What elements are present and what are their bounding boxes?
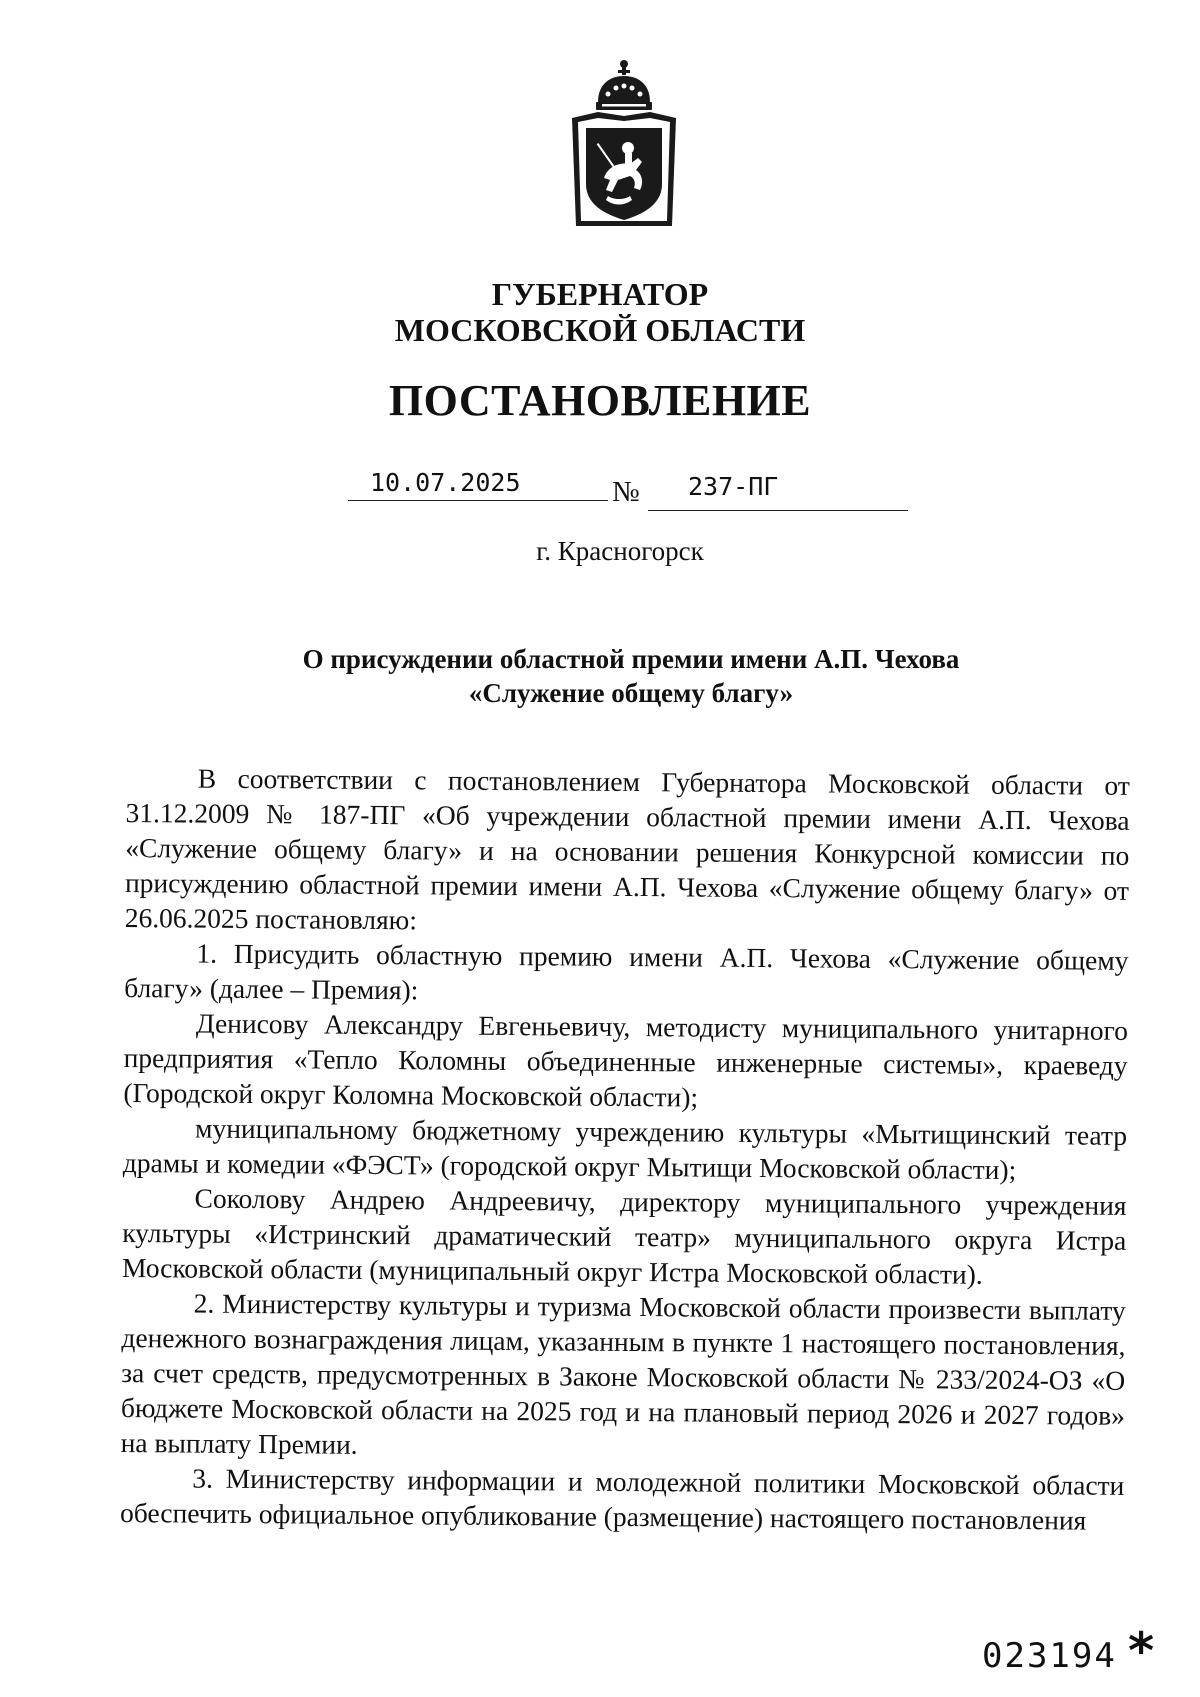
number-underline <box>648 510 908 511</box>
document-city: г. Красногорск <box>536 536 704 566</box>
document-body <box>120 760 1130 1538</box>
document-type: ПОСТАНОВЛЕНИЕ <box>388 376 812 425</box>
body-paragraph: 2. Министерству культуры и туризма Московской области произвести выплату денежного вознаграждения лицам, указанным в пункте 1 настоящего постановления, за счет средств, предусмотренных в Законе Московской области № 233/2024-ОЗ «О бюджете Московской области на 2025 год и на плановый период 2026 и 2027 годов» на выплату Премии. <box>120 1287 1126 1460</box>
serial-number: 023194 <box>982 1636 1117 1676</box>
body-paragraph: 3. Министерству информации и молодежной политики Московской области обеспечить официальное опубликование (размещение) настоящего постановления <box>119 1462 1125 1536</box>
body-paragraph: В соответствии с постановлением Губернатора Московской области от 31.12.2009 № 187-ПГ «Об учреждении областной премии имени А.П. Чехова «Служение общему благу» и на основании решения Конкурсной комиссии по присуждению областной премии имени А.П. Чехова «Служение общему благу» от 26.06.2025 постановляю: <box>124 762 1130 936</box>
body-paragraph: 1. Присудить областную премию имени А.П. Чехова «Служение общему благу» (далее – Премия): <box>124 937 1129 1006</box>
body-paragraph: Денисову Александру Евгеньевичу, методисту муниципального унитарного предприятия «Тепло Коломны объединенные инженерные системы», краеведу (Городской округ Коломна Московской области); <box>123 1007 1129 1113</box>
document-title-line-2: «Служение общему благу» <box>468 678 794 708</box>
issuer-title: ГУБЕРНАТОР <box>491 276 709 312</box>
issuer-region: МОСКОВСКОЙ ОБЛАСТИ <box>394 312 806 348</box>
star-mark: * <box>1128 1622 1155 1680</box>
body-paragraph: Соколову Андрею Андреевичу, директору муниципального учреждения культуры «Истринский драматический театр» муниципального округа Истра Московской области (муниципальный округ Истра Московской области). <box>121 1182 1127 1290</box>
date-underline <box>348 500 608 501</box>
document-title-line-1: О присуждении областной премии имени А.П. Чехова <box>302 644 960 674</box>
document-date: 10.07.2025 <box>370 468 521 497</box>
moscow-oblast-coat-of-arms-icon <box>568 58 680 230</box>
number-sign: № <box>612 476 640 508</box>
body-paragraph: муниципальному бюджетному учреждению культуры «Мытищинский театр драмы и комедии «ФЭСТ» (городской округ Мытищи Московской области); <box>122 1112 1128 1186</box>
document-number: 237-ПГ <box>688 472 779 501</box>
